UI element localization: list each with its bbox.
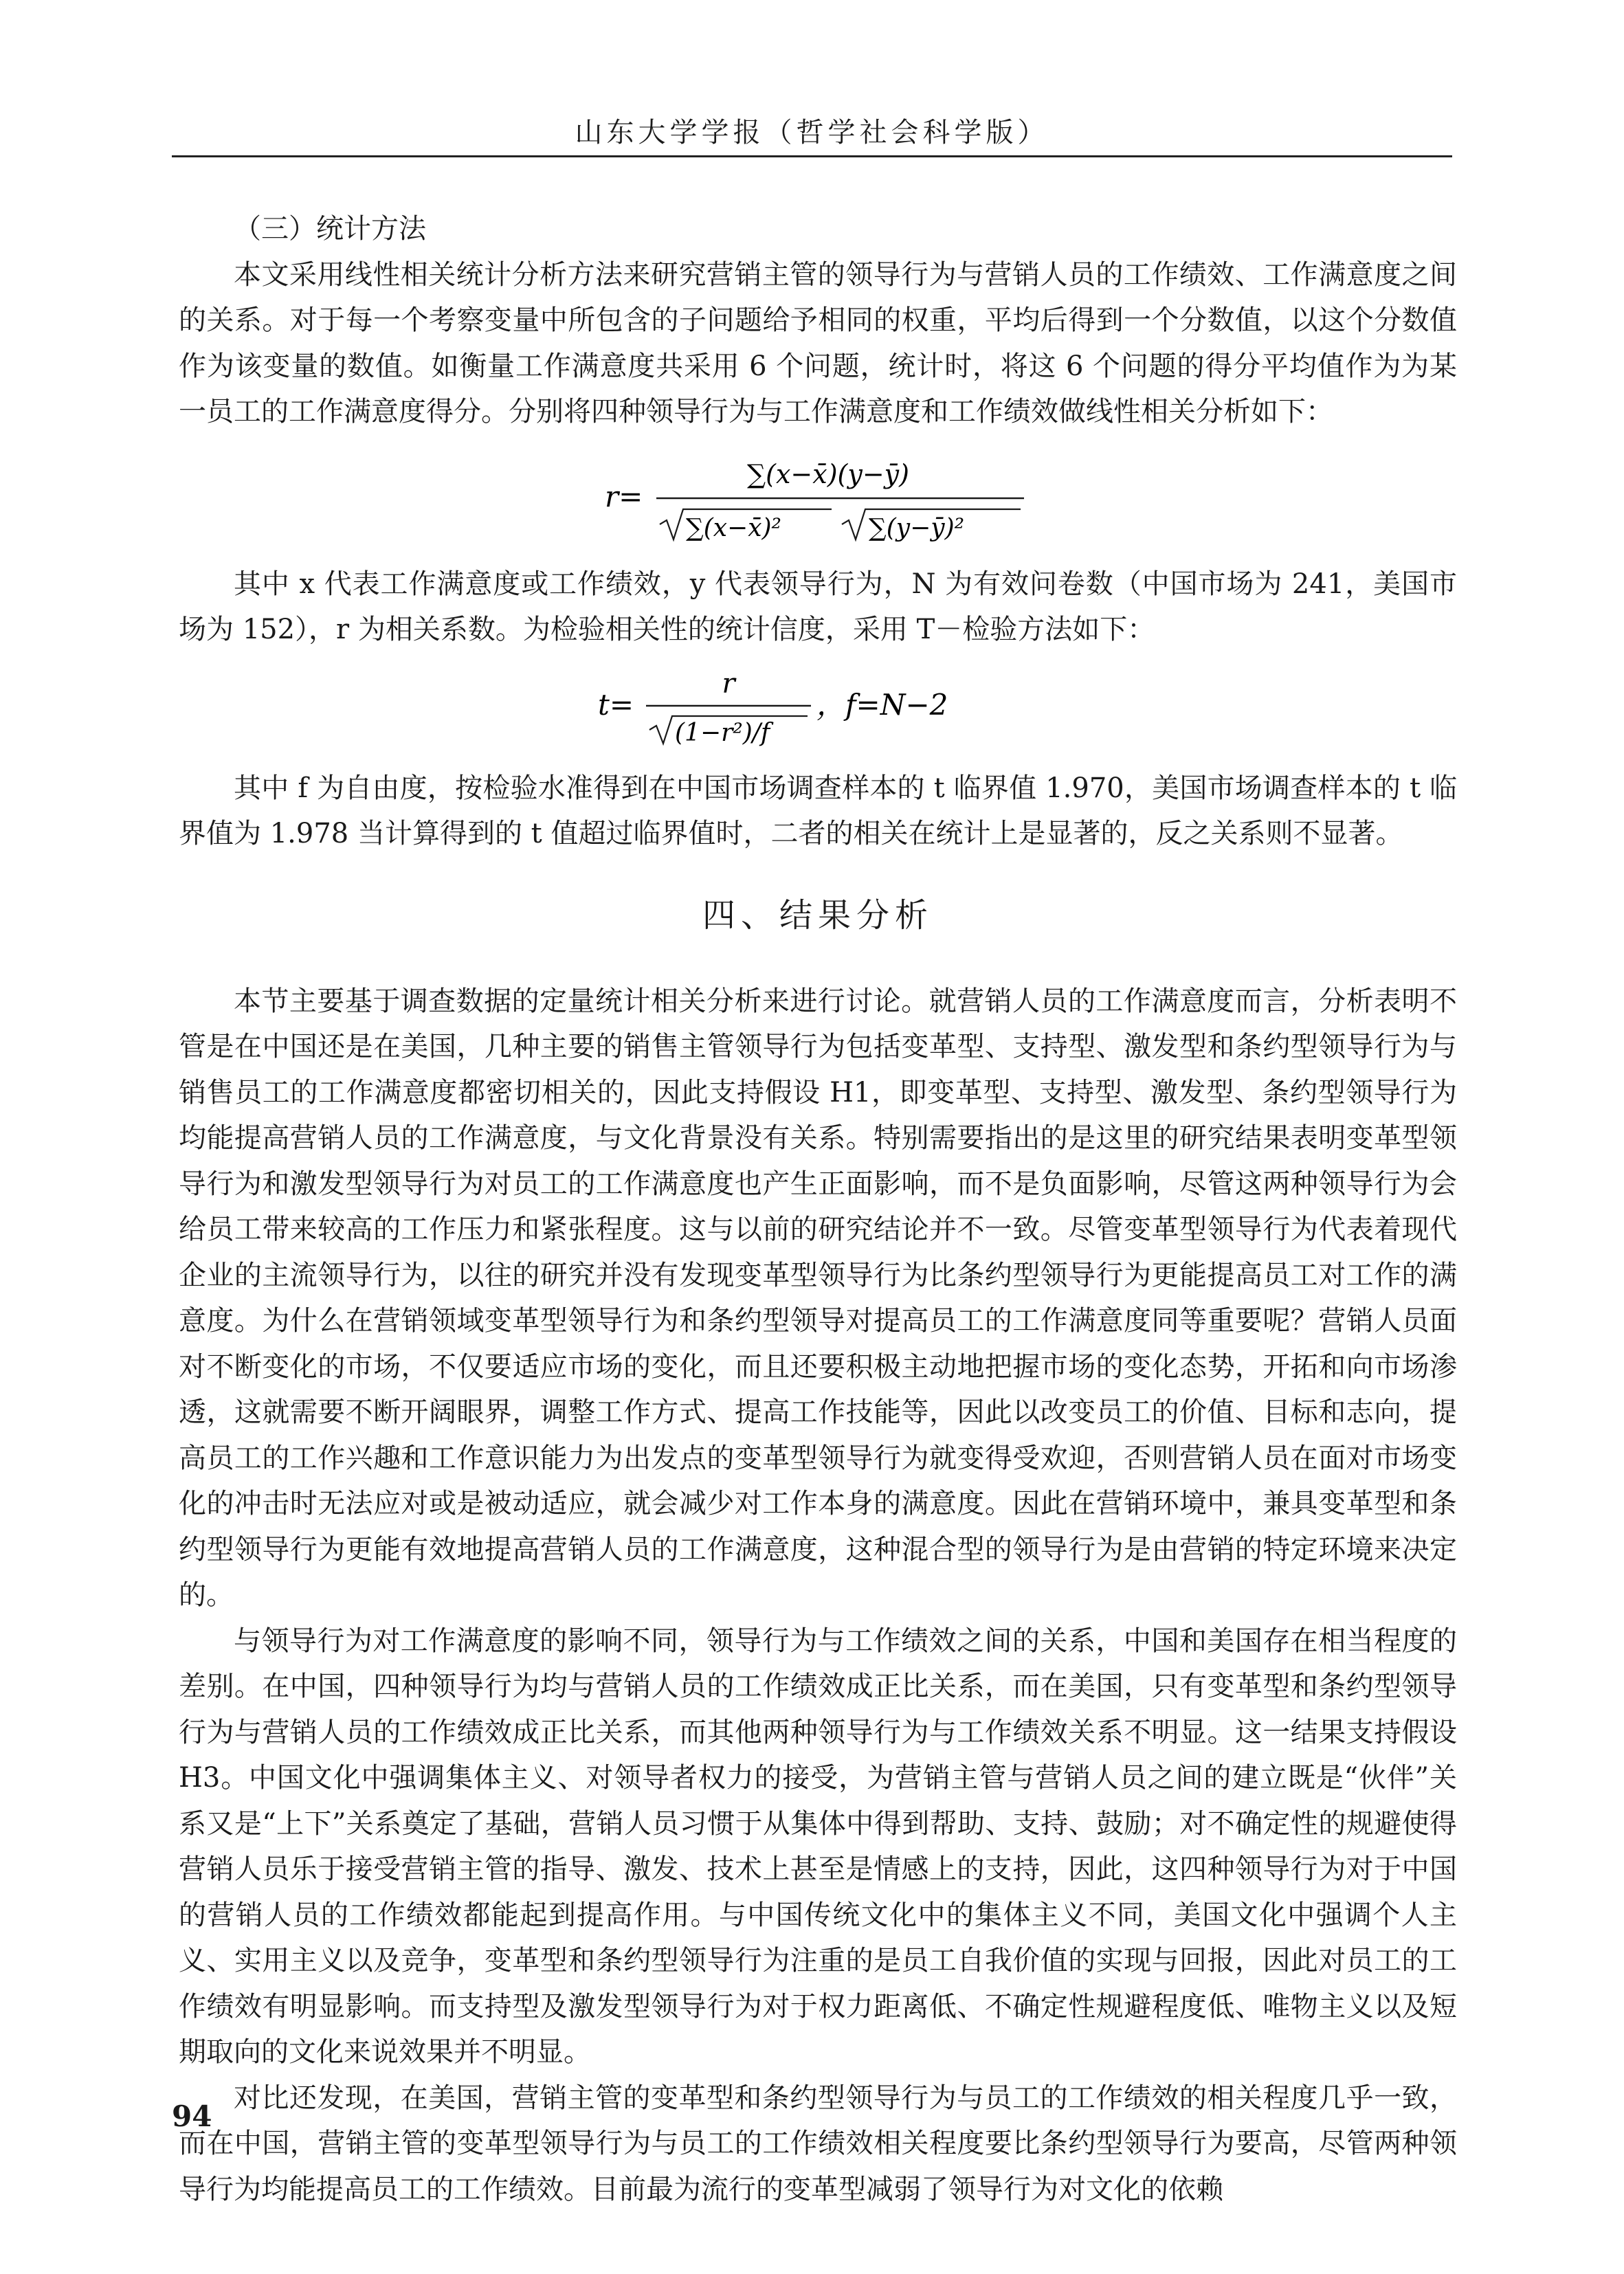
page-number: 94 bbox=[172, 2099, 212, 2133]
subsection-title: （三）统计方法 bbox=[234, 213, 426, 245]
formula-t-denominator: (1−r²)/f bbox=[675, 718, 770, 747]
journal-header bbox=[172, 110, 1452, 157]
formula-t-lhs: t= bbox=[598, 687, 634, 722]
paragraph-satisfaction: 本节主要基于调查数据的定量统计相关分析来进行讨论。就营销人员的工作满意度而言，分析表明不管是在中国还是在美国，几种主要的销售主管领导行为包括变革型、支持型、激发型和条约型领导行为与销售员工的工作满意度都密切相关的，因此支持假设 H1，即变革型、支持型、激发型、条约型领导行为均能提高营销人员的工作满意度，与文化背景没有关系。特别需要指出的是这里的研究结果表明变革型领导行为和激发型领导行为对员工的工作满意度也产生正面影响，而不是负面影响，尽管这两种领导行为会给员工带来较高的工作压力和紧张程度。这与以前的研究结论并不一致。尽管变革型领导行为代表着现代企业的主流领导行为，以往的研究并没有发现变革型领导行为比条约型领导行为更能提高员工对工作的满意度。为什么在营销领域变革型领导行为和条约型领导对提高员工的工作满意度同等重要呢？营销人员面对不断变化的市场，不仅要适应市场的变化，而且还要积极主动地把握市场的变化态势，开拓和向市场渗透，这就需要不断开阔眼界，调整工作方式、提高工作技能等，因此以改变员工的价值、目标和志向，提高员工的工作兴趣和工作意识能力为出发点的变革型领导行为就变得受欢迎，否则营销人员在面对市场变化的冲击时无法应对或是被动适应，就会减少对工作本身的满意度。因此在营销环境中，兼具变革型和条约型领导行为更能有效地提高营销人员的工作满意度，这种混合型的领导行为是由营销的特定环境来决定的。 bbox=[179, 985, 1457, 1611]
section-title: 四、结果分析 bbox=[702, 895, 933, 935]
formula-r-denominator-x: ∑(x−x̄)² bbox=[686, 513, 781, 542]
formula-t-tail: ，f=N−2 bbox=[816, 687, 948, 722]
paragraph-comparison: 对比还发现，在美国，营销主管的变革型和条约型领导行为与员工的工作绩效的相关程度几乎一致，而在中国，营销主管的变革型领导行为与员工的工作绩效相关程度要比条约型领导行为要高，尽管两种领导行为均能提高员工的工作绩效。目前最为流行的变革型减弱了领导行为对文化的依赖 bbox=[179, 2082, 1457, 2205]
formula-correlation-graphic bbox=[605, 443, 1031, 546]
article-body bbox=[179, 206, 1457, 2212]
formula-t-test bbox=[179, 661, 1457, 757]
formula-r-lhs: r= bbox=[605, 479, 643, 513]
paragraph-variables: 其中 x 代表工作满意度或工作绩效，y 代表领导行为，N 为有效问卷数（中国市场为 241，美国市场为 152），r 为相关系数。为检验相关性的统计信度，采用 T－检验方法如下： bbox=[179, 568, 1457, 645]
journal-title: 山东大学学报（哲学社会科学版） bbox=[575, 117, 1049, 148]
paragraph-performance: 与领导行为对工作满意度的影响不同，领导行为与工作绩效之间的关系，中国和美国存在相当程度的差别。在中国，四种领导行为均与营销人员的工作绩效成正比关系，而在美国，只有变革型和条约型领导行为与营销人员的工作绩效成正比关系，而其他两种领导行为与工作绩效关系不明显。这一结果支持假设 H3。中国文化中强调集体主义、对领导者权力的接受，为营销主管与营销人员之间的建立既是“伙伴”关系又是“上下”关系奠定了基础，营销人员习惯于从集体中得到帮助、支持、鼓励；对不确定性的规避使得营销人员乐于接受营销主管的指导、激发、技术上甚至是情感上的支持，因此，这四种领导行为对于中国的营销人员的工作绩效都能起到提高作用。与中国传统文化中的集体主义不同，美国文化中强调个人主义、实用主义以及竞争，变革型和条约型领导行为注重的是员工自我价值的实现与回报，因此对员工的工作绩效有明显影响。而支持型及激发型领导行为对于权力距离低、不确定性规避程度低、唯物主义以及短期取向的文化来说效果并不明显。 bbox=[179, 1625, 1457, 2068]
paragraph-method: 本文采用线性相关统计分析方法来研究营销主管的领导行为与营销人员的工作绩效、工作满意度之间的关系。对于每一个考察变量中所包含的子问题给予相同的权重，平均后得到一个分数值，以这个分数值作为该变量的数值。如衡量工作满意度共采用 6 个问题，统计时，将这 6 个问题的得分平均值作为为某一员工的工作满意度得分。分别将四种领导行为与工作满意度和工作绩效做线性相关分析如下： bbox=[179, 258, 1457, 427]
paragraph-significance: 其中 f 为自由度，按检验水准得到在中国市场调查样本的 t 临界值 1.970，美国市场调查样本的 t 临界值为 1.978 当计算得到的 t 值超过临界值时，二者的相关在统计上是显著的，反之关系则不显著。 bbox=[179, 772, 1457, 849]
formula-t-test-graphic bbox=[598, 661, 1038, 750]
formula-r-denominator-y: ∑(y−ȳ)² bbox=[869, 513, 965, 542]
formula-r-numerator: ∑(x−x̄)(y−ȳ) bbox=[747, 458, 909, 489]
formula-t-numerator: r bbox=[722, 667, 735, 700]
formula-correlation bbox=[179, 443, 1457, 553]
